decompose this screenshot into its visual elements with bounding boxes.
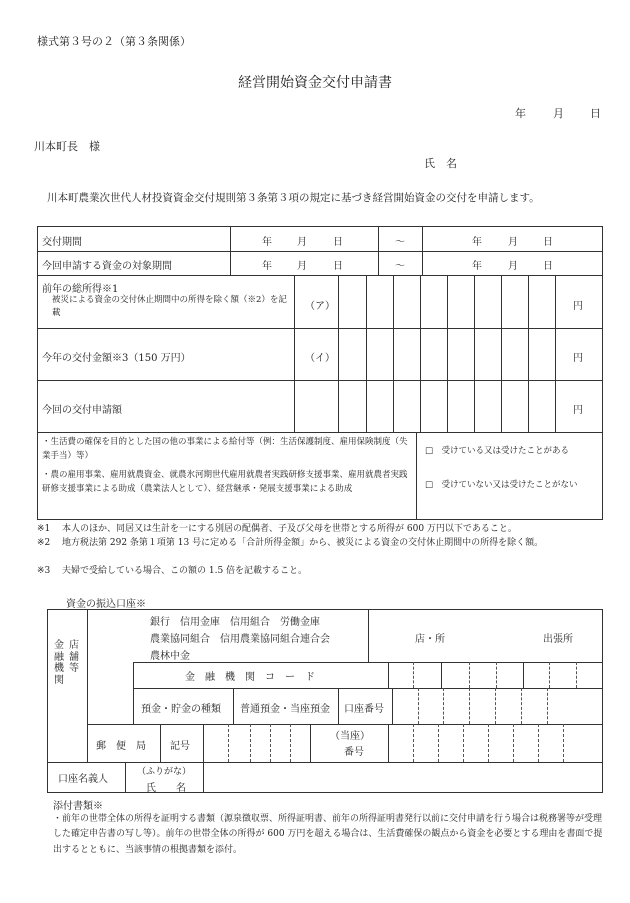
postal-number-label-1: （当座） xyxy=(330,731,370,742)
form-number: 様式第３号の２（第３条関係） xyxy=(37,35,191,48)
checkbox-not-received[interactable]: □ 受けていない又は受けたことがない xyxy=(425,480,578,490)
request-amount-yen: 円 xyxy=(573,405,583,416)
date-day-label: 日 xyxy=(590,107,601,120)
applicant-name-label: 氏 名 xyxy=(424,157,457,170)
period2-end-year: 年 xyxy=(472,261,482,272)
intro-text: 川本町農業次世代人材投資資金交付規則第３条第３項の規定に基づき経営開始資金の交付を申請します。 xyxy=(47,192,540,204)
request-amount-label: 今回の交付申請額 xyxy=(42,405,122,416)
note-3-mark: ※3 xyxy=(37,566,51,576)
side-label-branch: 店舗等 xyxy=(69,640,79,674)
attachments-body: ・前年の世帯全体の所得を証明する書類（源泉徴収票、所得証明書、前年の所得証明書発行以前に交付申請を行う場合は税務署等が受理した確定申告書の写し等）。前年の世帯全体の所得が 600 万円を超える場合は、生活費確保の観点から資金を必要とする理由を書面で提出するとともに、当該事情の根拠書類を添付。 xyxy=(53,814,603,855)
period1-start-month: 月 xyxy=(297,237,307,248)
current-amount-yen: 円 xyxy=(573,353,583,364)
inst-line-1: 銀行 信用金庫 信用組合 労働金庫 xyxy=(150,617,320,628)
inst-line-3: 農林中金 xyxy=(150,651,190,662)
period1-tilde: ～ xyxy=(395,237,405,248)
note-1-mark: ※1 xyxy=(37,524,51,534)
mark-a: （ア） xyxy=(305,301,335,312)
deposit-type-label: 預金・貯金の種類 xyxy=(141,704,221,715)
period1-start-day: 日 xyxy=(333,237,343,248)
account-holder-label: 口座名義人 xyxy=(58,774,108,785)
prev-income-label: 前年の総所得※1 xyxy=(42,284,119,295)
period2-start-year: 年 xyxy=(262,261,272,272)
furigana-label: （ふりがな） xyxy=(137,767,192,777)
date-year-label: 年 xyxy=(515,107,526,120)
other-benefits-1: ・生活費の確保を目的とした国の他の事業による給付等（例：生活保護制度、雇用保険制度（失業手当）等） xyxy=(42,437,408,462)
period1-end-year: 年 xyxy=(472,237,482,248)
date-month-label: 月 xyxy=(553,107,564,120)
deposit-type-value: 普通預金・当座預金 xyxy=(240,704,330,715)
postal-symbol-label: 記号 xyxy=(170,741,190,752)
holder-name-label: 氏 名 xyxy=(146,783,186,794)
period2-start-day: 日 xyxy=(333,261,343,272)
note-1-text: 本人のほか、同居又は生計を一にする別居の配偶者、子及び父母を世帯とする所得が 600 万円以下であること。 xyxy=(62,524,517,534)
postal-office-label: 郵 便 局 xyxy=(96,741,146,752)
bank-section-title: 資金の振込口座※ xyxy=(66,599,146,610)
addressee: 川本町長 様 xyxy=(34,140,100,153)
period2-start-month: 月 xyxy=(297,261,307,272)
period1-end-day: 日 xyxy=(543,237,553,248)
inst-line-2: 農業協同組合 信用農業協同組合連合会 xyxy=(150,634,330,645)
sub-branch-label: 出張所 xyxy=(543,634,573,645)
period1-start-year: 年 xyxy=(262,237,272,248)
note-2-text: 地方税法第 292 条第１項第 13 号に定める「合計所得金額」から、被災による資金の交付休止期間中の所得を除く額。 xyxy=(62,538,544,548)
branch-label: 店・所 xyxy=(415,634,445,645)
account-number-label: 口座番号 xyxy=(344,704,384,715)
postal-number-label-2: 番号 xyxy=(344,747,364,758)
document-title: 経営開始資金交付申請書 xyxy=(238,75,392,91)
period2-tilde: ～ xyxy=(395,261,405,272)
attachments-title: 添付書類※ xyxy=(53,801,103,812)
note-2-mark: ※2 xyxy=(37,538,51,548)
mark-i: （イ） xyxy=(305,353,335,364)
grant-period-label: 交付期間 xyxy=(42,237,82,248)
prev-income-sublabel: 被災による資金の交付休止期間中の所得を除く額（※2）を記載 xyxy=(52,295,287,318)
current-amount-label: 今年の交付金額※3（150 万円） xyxy=(42,353,191,364)
side-label-financial-institution: 金融機関 xyxy=(54,640,64,686)
checkbox-received[interactable]: □ 受けている又は受けたことがある xyxy=(425,446,570,456)
note-3-text: 夫婦で受給している場合、この額の 1.5 倍を記載すること。 xyxy=(62,566,308,576)
period2-end-day: 日 xyxy=(543,261,553,272)
period1-end-month: 月 xyxy=(508,237,518,248)
period2-end-month: 月 xyxy=(508,261,518,272)
bank-code-label: 金 融 機 関 コ ー ド xyxy=(185,672,315,683)
prev-income-yen: 円 xyxy=(573,301,583,312)
target-period-label: 今回申請する資金の対象期間 xyxy=(42,261,172,272)
other-benefits-2: ・農の雇用事業、雇用就農資金、就農氷河期世代雇用就農者実践研修支援事業、雇用就農者実践研修支援事業による助成（農業法人として）、経営継承・発展支援事業による助成 xyxy=(42,470,408,495)
